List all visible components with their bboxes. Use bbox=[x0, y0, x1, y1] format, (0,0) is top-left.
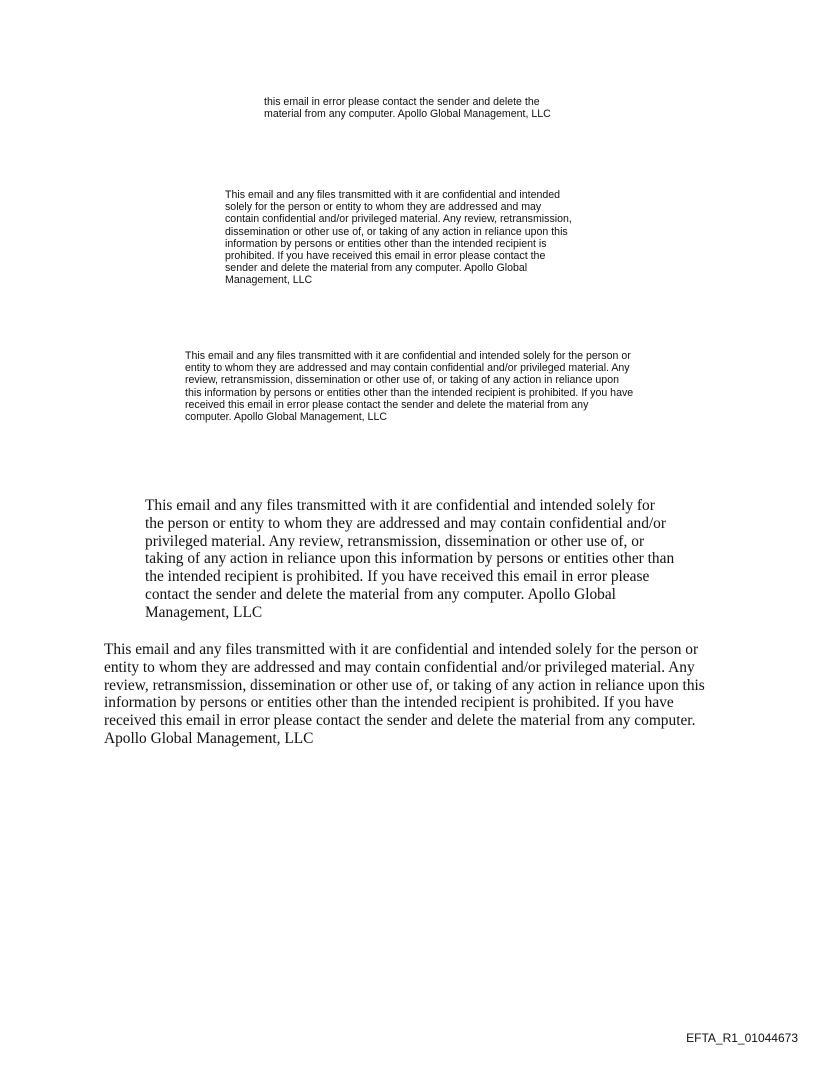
quoted-disclaimer-level-1: This email and any files transmitted with it are confidential and intended solely for the person or entity to whom they are addressed and may contain confidential and/or privileged material. Any review, retransmission, dissemination or other use of, or taking of any action in reliance upon this information by persons or entities other than the intended recipient is prohibited. If you have received this email in error please contact the sender and delete the material from any computer. Apollo Global Management, LLC bbox=[145, 497, 675, 621]
document-id-label: EFTA_R1_01044673 bbox=[686, 1031, 798, 1045]
quoted-disclaimer-level-3: This email and any files transmitted with it are confidential and intended solely for the person or entity to whom they are addressed and may contain confidential and/or privileged material. Any review, retransmission, dissemination or other use of, or taking of any action in reliance upon this information by persons or entities other than the intended recipient is prohibited. If you have received this email in error please contact the sender and delete the material from any computer. Apollo Global Management, LLC bbox=[225, 189, 572, 287]
quoted-disclaimer-fragment: this email in error please contact the sender and delete the material from any computer. Apollo Global Management, LLC bbox=[264, 96, 551, 121]
quoted-disclaimer-level-2: This email and any files transmitted with it are confidential and intended solely for the person or entity to whom they are addressed and may contain confidential and/or privileged material. Any review, retransmission, dissemination or other use of, or taking of any action in reliance upon this information by persons or entities other than the intended recipient is prohibited. If you have received this email in error please contact the sender and delete the material from any computer. Apollo Global Management, LLC bbox=[185, 350, 634, 424]
disclaimer-paragraph: This email and any files transmitted with it are confidential and intended solely for the person or entity to whom they are addressed and may contain confidential and/or privileged material. Any review, retransmission, dissemination or other use of, or taking of any action in reliance upon this information by persons or entities other than the intended recipient is prohibited. If you have received this email in error please contact the sender and delete the material from any computer. Apollo Global Management, LLC bbox=[104, 641, 705, 747]
